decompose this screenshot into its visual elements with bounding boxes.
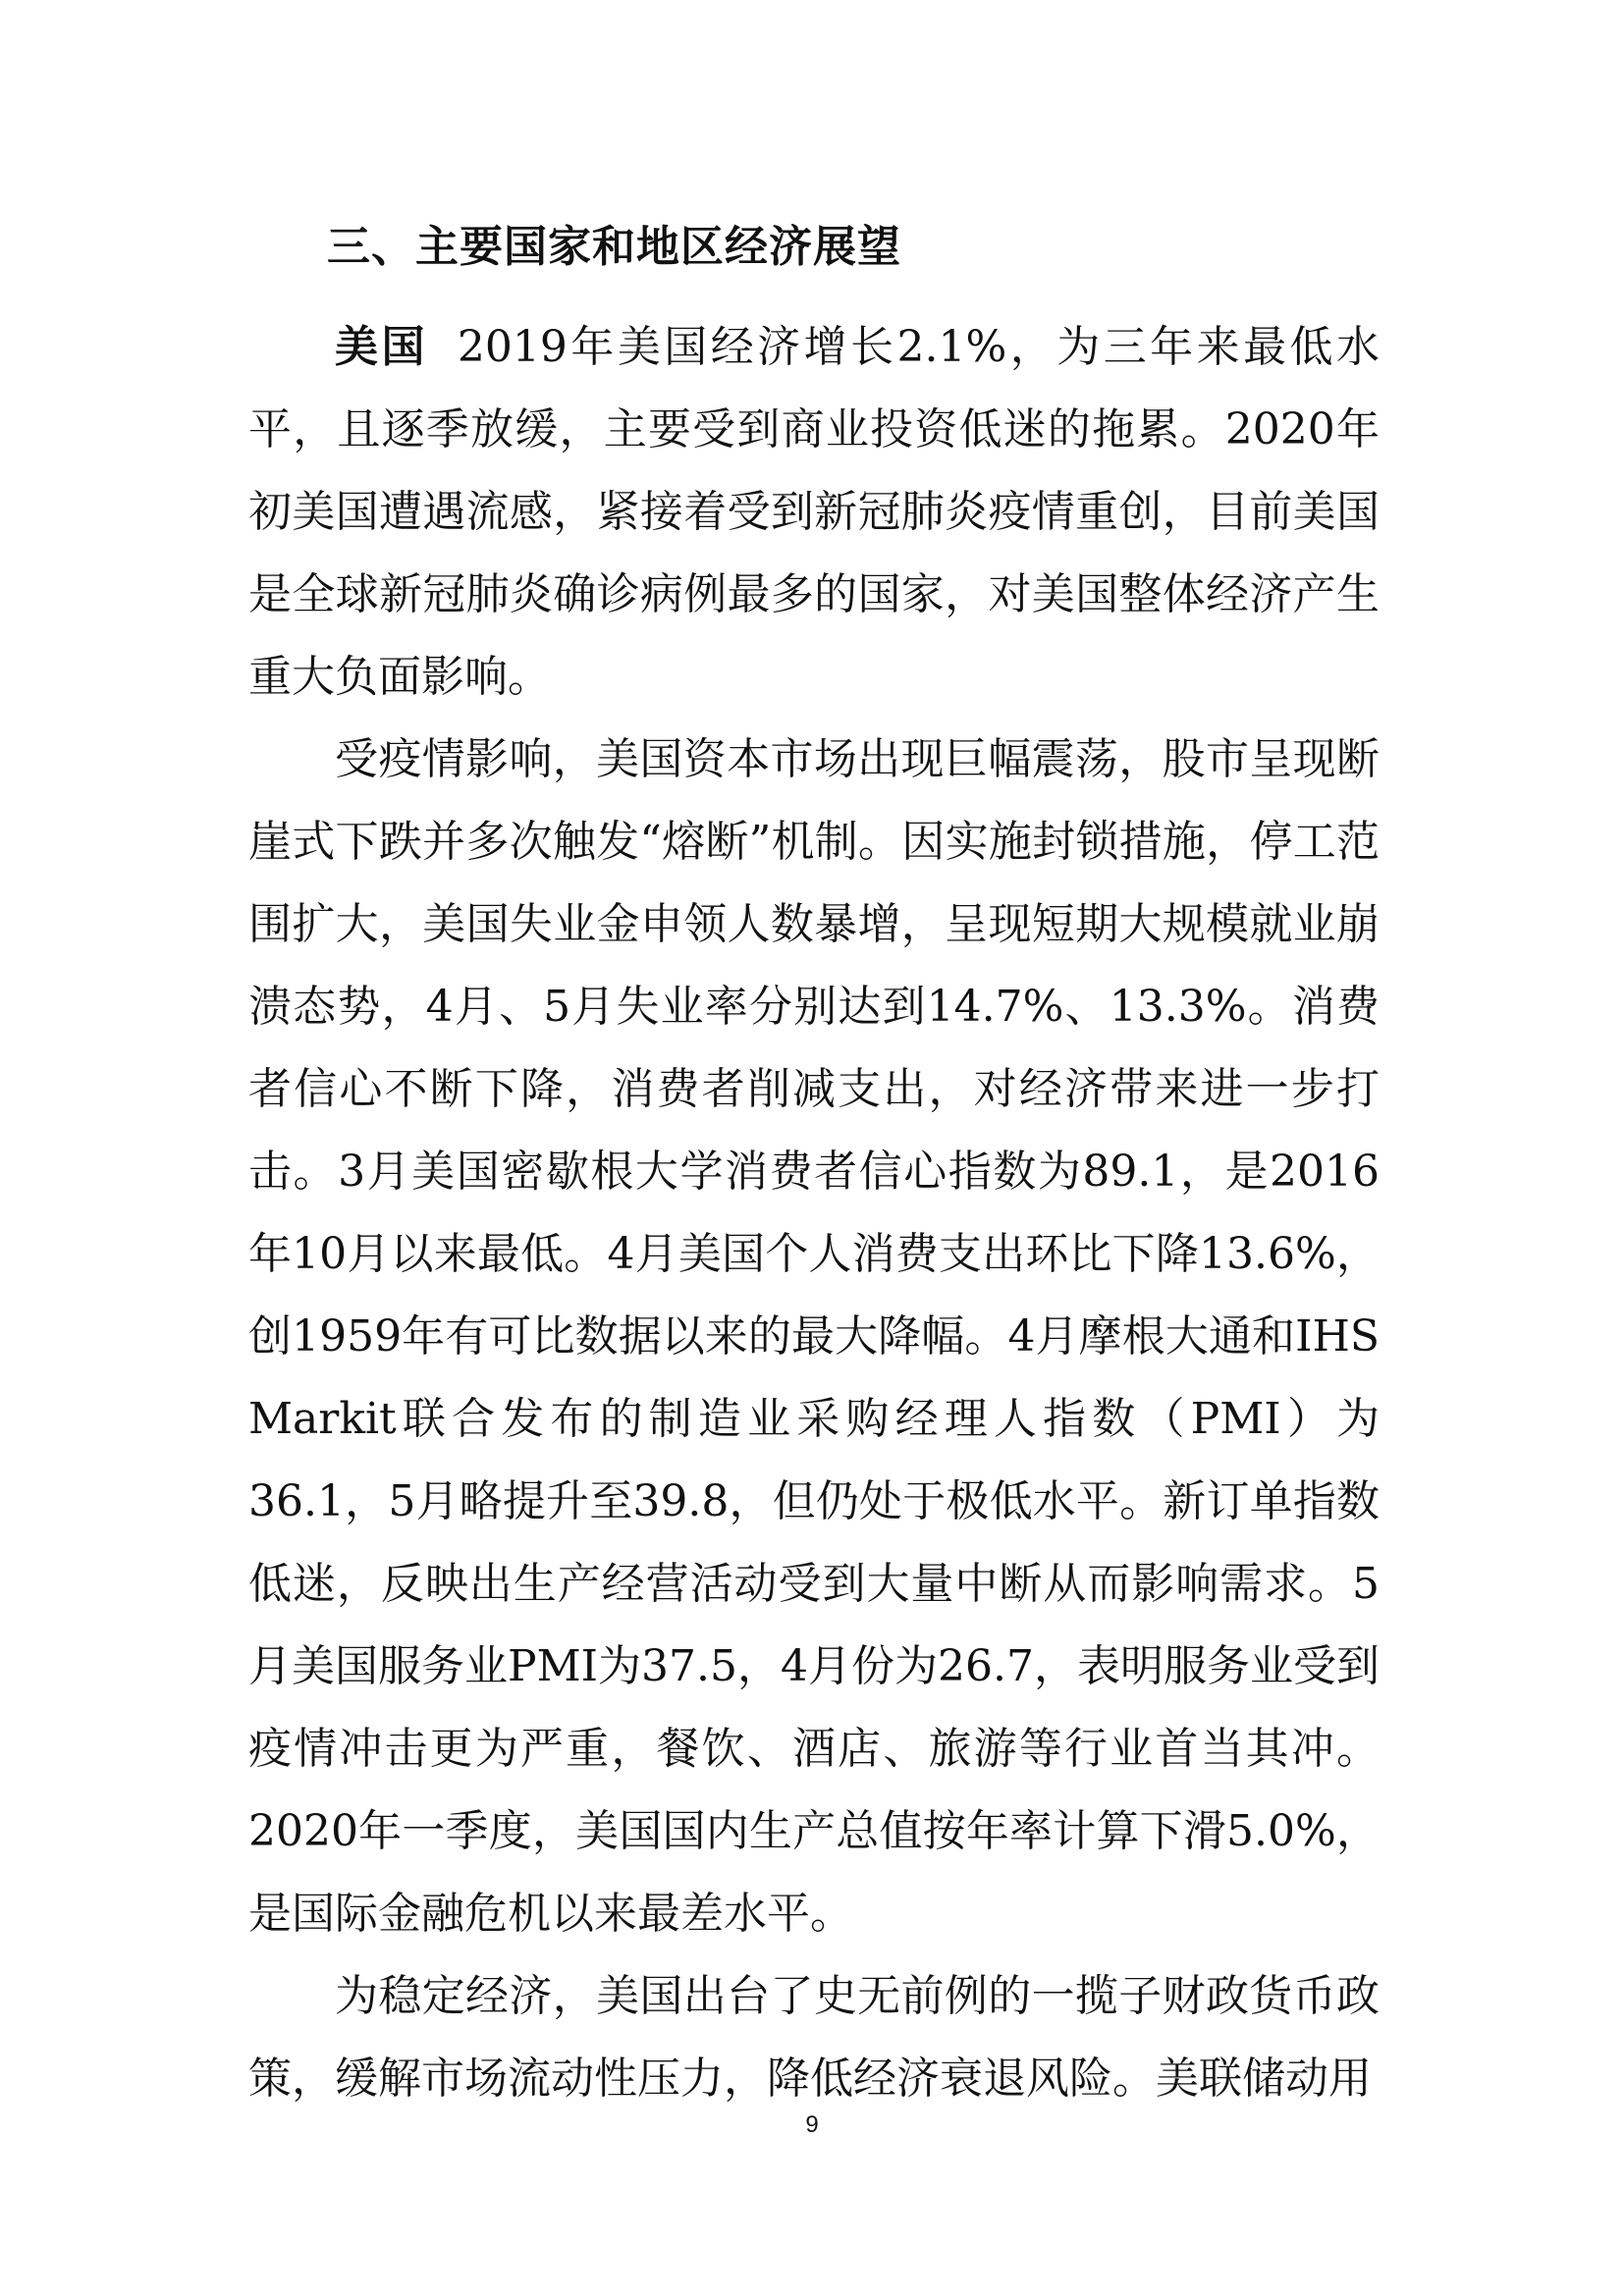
paragraph [248,1955,1380,2120]
paragraph-us-policy [248,1955,1380,2120]
paragraph-us-impact [248,719,1380,1955]
paragraph-text: 受疫情影响，美国资本市场出现巨幅震荡，股市呈现断崖式下跌并多次触发“熔断”机制。因实施封锁措施，停工范围扩大，美国失业金申领人数暴增，呈现短期大规模就业崩溃态势，4月、5月失业率分别达到14.7%、13.3%。消费者信心不断下降，消费者削减支出，对经济带来进一步打击。3月美国密歇根大学消费者信心指数为89.1，是2016年10月以来最低。4月美国个人消费支出环比下降13.6%，创1959年有可比数据以来的最大降幅。4月摩根大通和IHS Markit联合发布的制造业采购经理人指数（PMI）为36.1，5月略提升至39.8，但仍处于极低水平。新订单指数低迷，反映出生产经营活动受到大量中断从而影响需求。5月美国服务业PMI为37.5，4月份为26.7，表明服务业受到疫情冲击更为严重，餐饮、酒店、旅游等行业首当其冲。2020年一季度，美国国内生产总值按年率计算下滑5.0%，是国际金融危机以来最差水平。 [248,734,1380,1939]
page-number: 9 [805,2111,819,2138]
section-heading: 三、主要国家和地区经济展望 [327,222,901,272]
paragraph [248,719,1380,1955]
paragraph-lead-country: 美国 [335,322,428,372]
paragraph-text: 2019年美国经济增长2.1%，为三年来最低水平，且逐季放缓，主要受到商业投资低迷的拖累。2020年初美国遭遇流感，紧接着受到新冠肺炎疫情重创，目前美国是全球新冠肺炎确诊病例最多的国家，对美国整体经济产生重大负面影响。 [248,322,1380,702]
paragraph [248,306,1380,719]
paragraph-us-overview [248,306,1380,719]
paragraph-text: 为稳定经济，美国出台了史无前例的一揽子财政货币政策，缓解市场流动性压力，降低经济衰退风险。美联储动用 [248,1971,1380,2104]
